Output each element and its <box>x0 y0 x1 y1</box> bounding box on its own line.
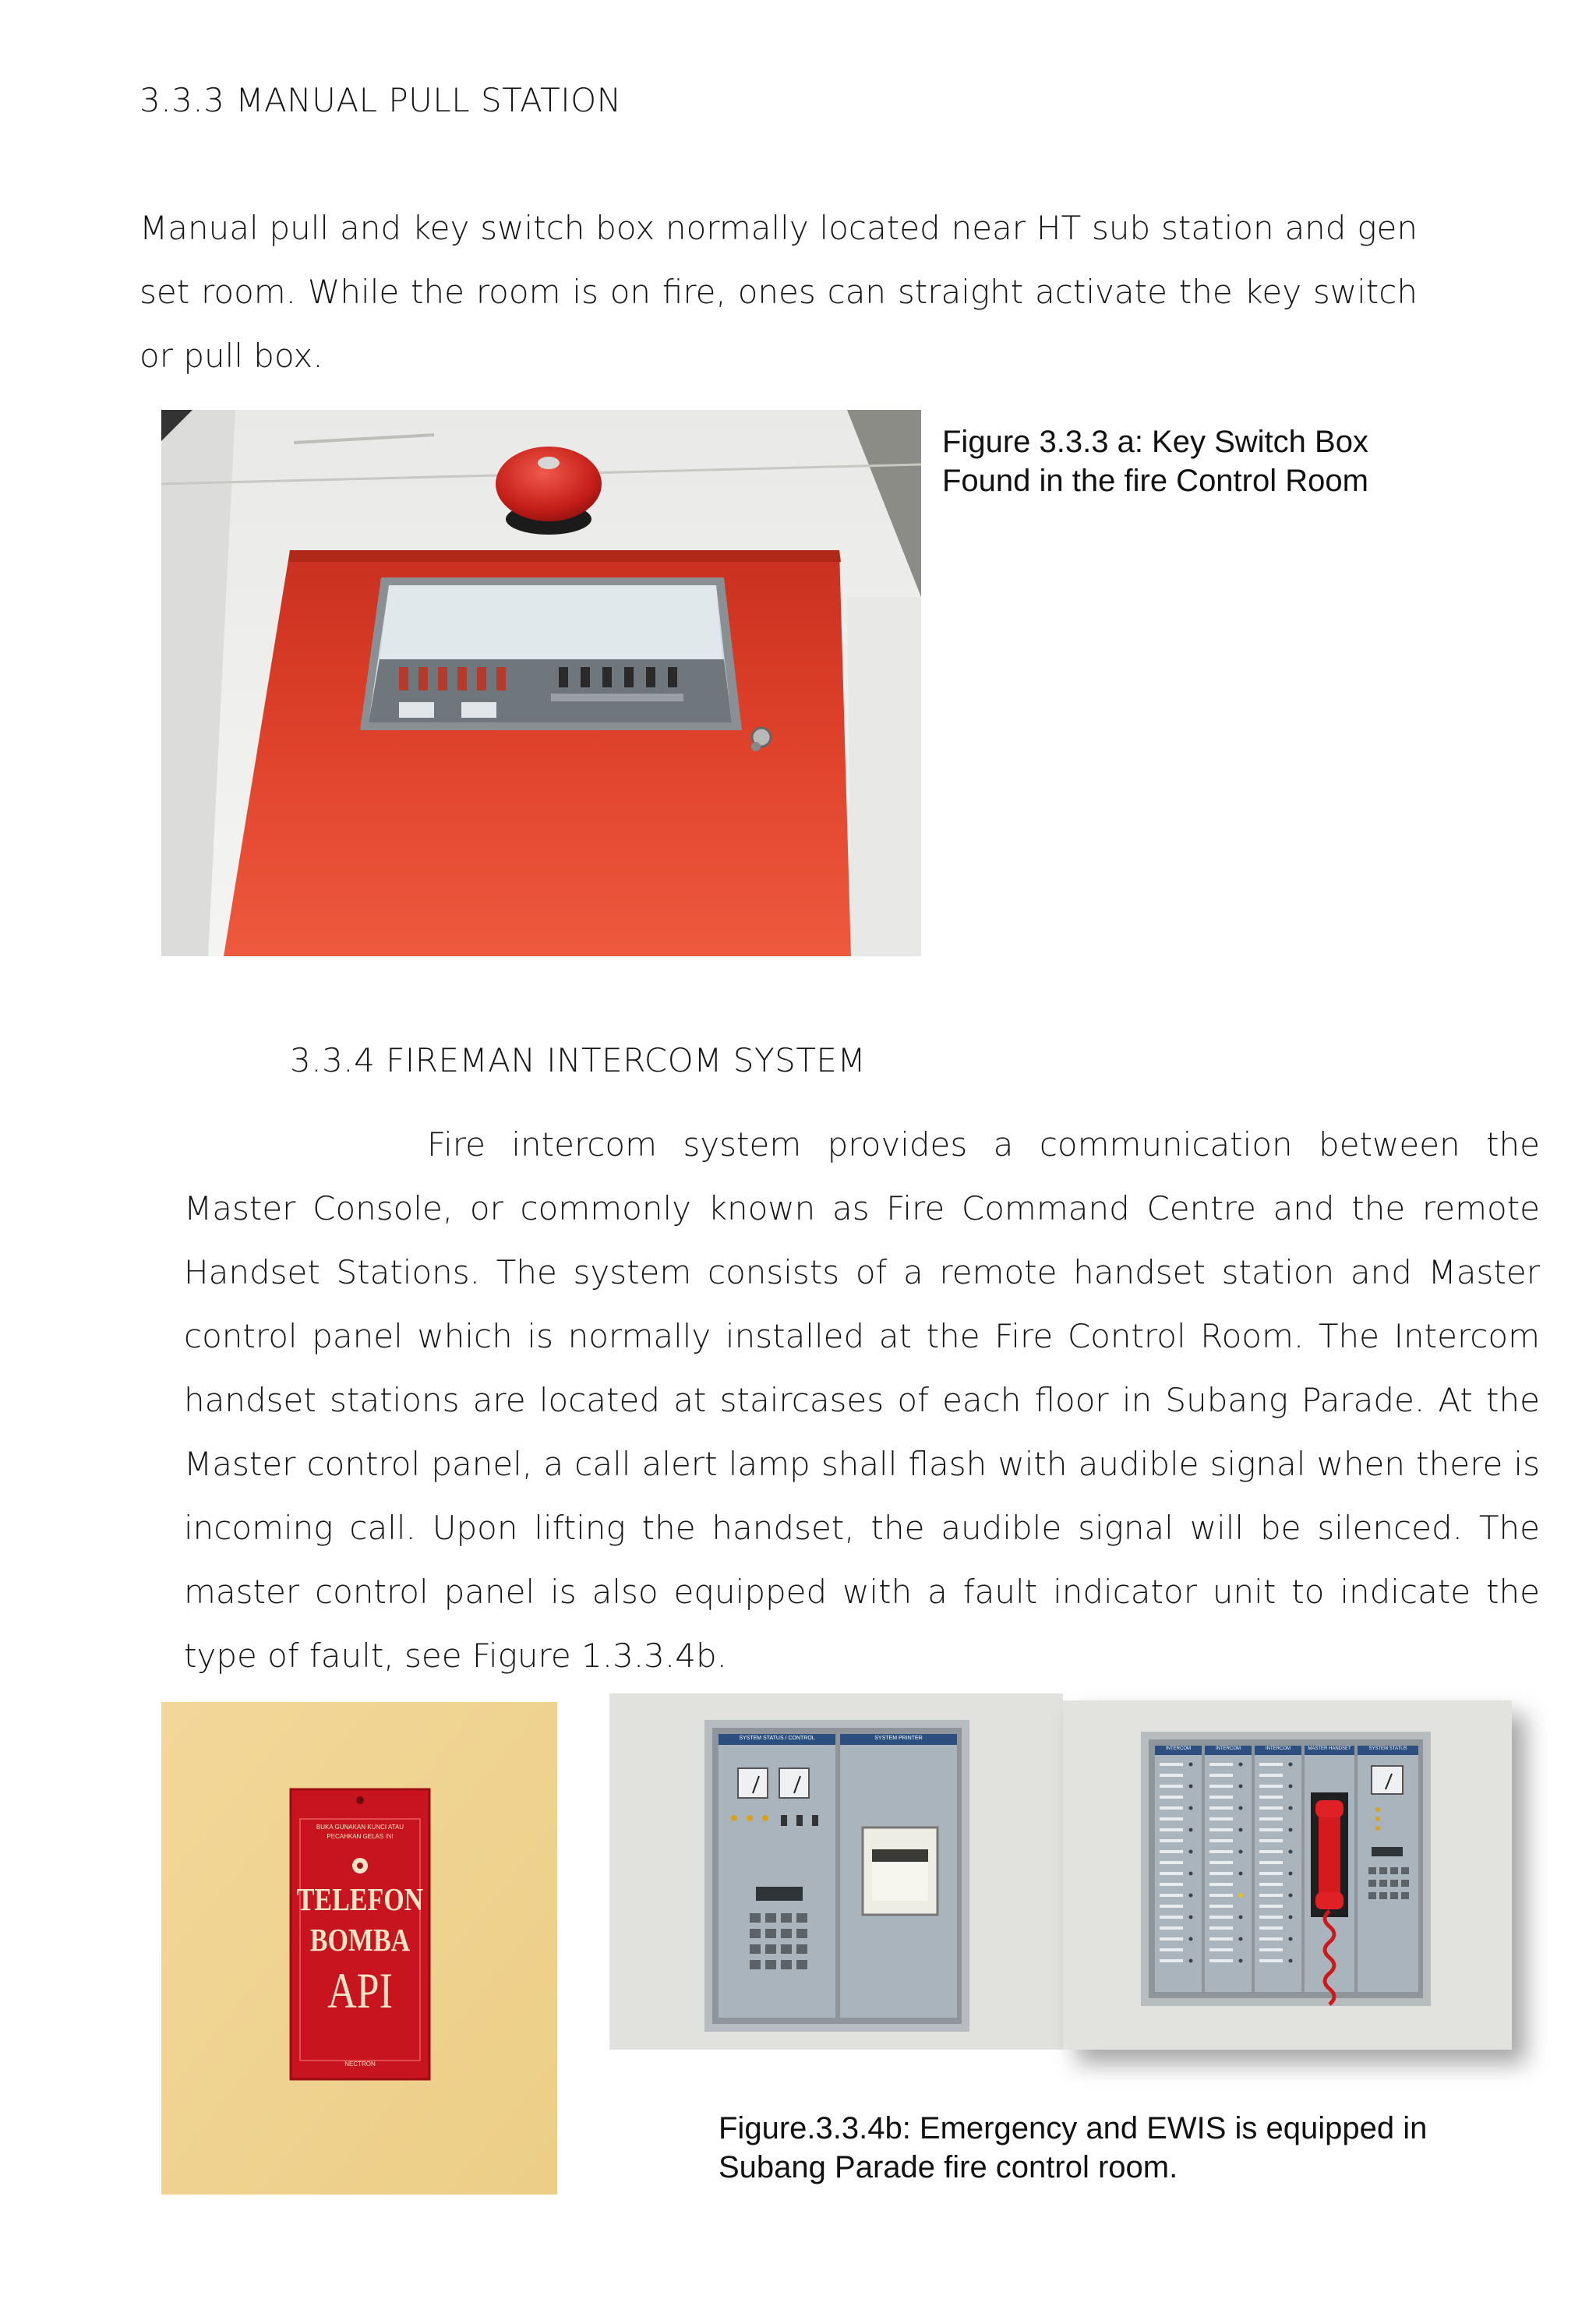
key-switch-box-photo <box>161 410 921 956</box>
panel-label-intercom-2: INTERCOM <box>1216 1746 1241 1751</box>
sign-text-api: API <box>327 1963 393 2020</box>
panel-label-system-status: SYSTEM STATUS / CONTROL <box>739 1736 815 1741</box>
sign-text-telefon: TELEFON <box>296 1883 424 1918</box>
section-heading-fireman-intercom: 3.3.4 FIREMAN INTERCOM SYSTEM <box>290 1041 867 1079</box>
telefon-bomba-photo <box>161 1702 557 2195</box>
system-status-panel-photo <box>609 1693 1063 2050</box>
sign-small-text-1: BUKA GUNAKAN KUNCI ATAU <box>316 1824 404 1831</box>
manual-pull-paragraph: Manual pull and key switch box normally located near HT sub station and gen set room. While the room is on fire, ones can straight activate the key switch or pull box. <box>139 209 1418 375</box>
caption-line: Figure.3.3.4b: Emergency and EWIS is equipped in <box>719 2111 1428 2145</box>
fireman-intercom-paragraph: Fire intercom system provides a communication between the Master Console, or commonly known as Fire Command Centre and the remote Handset Stations. The system consists of a remote handset station and Master control panel which is normally installed at the Fire Control Room. The Intercom handset stations are located at staircases of each floor in Subang Parade. At the Master control panel, a call alert lamp shall flash with audible signal when there is incoming call. Upon lifting the handset, the audible signal will be silenced. The master control panel is also equipped with a fault indicator unit to indicate the type of fault, see Figure 1.3.3.4b. <box>184 1125 1540 1675</box>
panel-label-intercom-3: INTERCOM <box>1266 1746 1291 1751</box>
sign-small-text-2: PECAHKAN GELAS INI <box>327 1833 394 1840</box>
sign-brand: NECTRON <box>344 2061 376 2068</box>
intercom-master-panel-photo <box>1063 1700 1512 2050</box>
panel-label-master-handset: MASTER HANDSET <box>1308 1746 1351 1751</box>
caption-line: Figure 3.3.3 a: Key Switch Box <box>942 425 1368 459</box>
panel-label-intercom-1: INTERCOM <box>1166 1746 1191 1751</box>
caption-line: Subang Parade fire control room. <box>719 2150 1178 2184</box>
section-heading-manual-pull-station: 3.3.3 MANUAL PULL STATION <box>139 81 622 119</box>
figure-3-3-3a-caption <box>942 422 1441 500</box>
panel-label-system-printer: SYSTEM PRINTER <box>874 1736 923 1741</box>
panel-label-system-status: SYSTEM STATUS <box>1368 1746 1407 1751</box>
caption-line: Found in the fire Control Room <box>942 464 1368 498</box>
sign-text-bomba: BOMBA <box>309 1923 411 1958</box>
figure-3-3-4b-caption <box>719 2109 1560 2187</box>
